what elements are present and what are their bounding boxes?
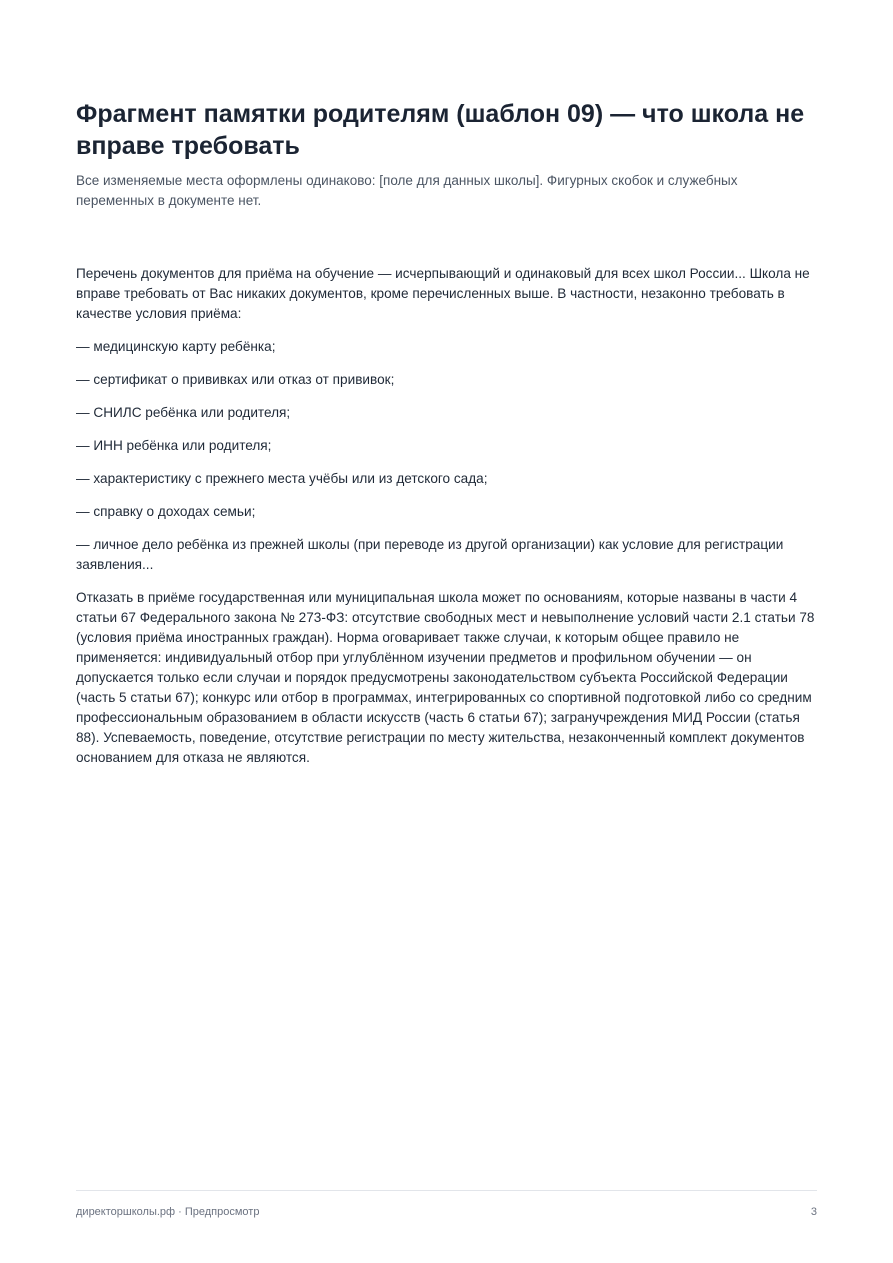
- page-number: 3: [810, 1206, 817, 1218]
- document-page: [76, 98, 817, 781]
- intro-paragraph: Перечень документов для приёма на обучение — исчерпывающий и одинаковый для всех школ России... Школа не вправе требовать от Вас никаких документов, кроме перечисленных выше. В частности, незаконно требовать в качестве условия приёма:: [76, 266, 810, 321]
- list-item: — сертификат о прививках или отказ от прививок;: [76, 372, 395, 387]
- document-body: [76, 264, 817, 768]
- list-item: — медицинскую карту ребёнка;: [76, 339, 276, 354]
- footer-source: [76, 1205, 259, 1219]
- page-footer: [76, 1190, 817, 1219]
- list-item: — СНИЛС ребёнка или родителя;: [76, 405, 291, 420]
- document-subtitle: Все изменяемые места оформлены одинаково: [поле для данных школы]. Фигурных скобок и служебных переменных в документе нет.: [76, 173, 738, 208]
- list-item: — характеристику с прежнего места учёбы или из детского сада;: [76, 471, 488, 486]
- footer-separator: ·: [175, 1206, 185, 1218]
- list-item: — личное дело ребёнка из прежней школы (при переводе из другой организации) как условие для регистрации заявления...: [76, 537, 784, 572]
- document-title: Фрагмент памятки родителям (шаблон 09) — что школа не вправе требовать: [76, 100, 805, 160]
- footer-site: директоршколы.рф: [76, 1206, 176, 1218]
- list-item: — ИНН ребёнка или родителя;: [76, 438, 272, 453]
- closing-paragraph: Отказать в приёме государственная или муниципальная школа может по основаниям, которые названы в части 4 статьи 67 Федерального закона № 273-ФЗ: отсутствие свободных мест и невыполнение условий части 2.1 статьи 78 (условия приёма иностранных граждан). Норма оговаривает также случаи, к которым общее правило не применяется: индивидуальный отбор при углублённом изучении предметов и профильном обучении — он допускается только если случаи и порядок предусмотрены законодательством субъекта Российской Федерации (часть 5 статьи 67); конкурс или отбор в программах, интегрированных со спортивной подготовкой либо со средним профессиональным образованием в области искусств (часть 6 статьи 67); загранучреждения МИД России (статья 88). Успеваемость, поведение, отсутствие регистрации по месту жительства, незаконченный комплект документов основанием для отказа не являются.: [76, 590, 815, 765]
- footer-mode: Предпросмотр: [184, 1206, 260, 1218]
- list-item: — справку о доходах семьи;: [76, 504, 256, 519]
